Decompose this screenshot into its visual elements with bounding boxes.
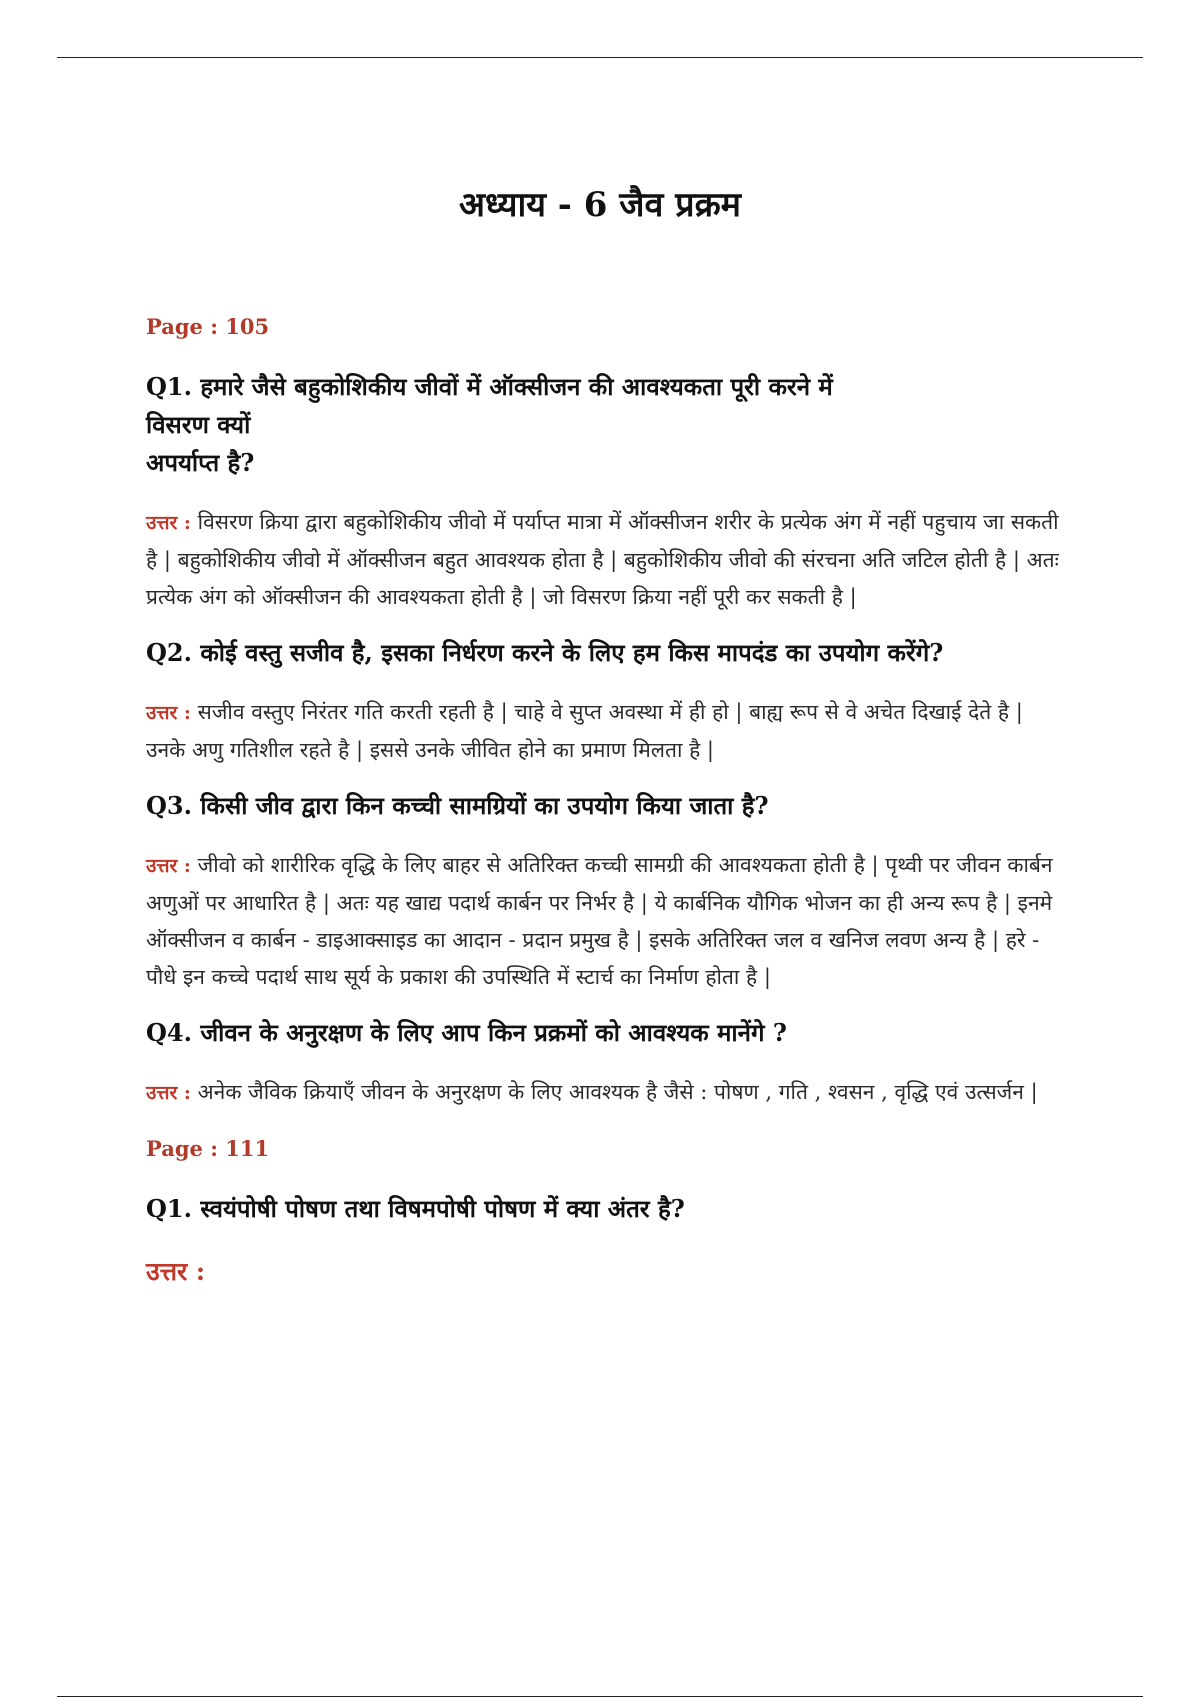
answer-text: अनेक जैविक क्रियाएँ जीवन के अनुरक्षण के लिए आवश्यक है जैसे : पोषण , गति , श्वसन , वृद्धि एवं उत्सर्जन | [197,1080,1038,1104]
question-block [146,368,1066,482]
answer-paragraph [146,694,1066,769]
answer-text: जीवो को शारीरिक वृद्धि के लिए बाहर से अतिरिक्त कच्ची सामग्री की आवश्यकता होती है | पृथ्वी पर जीवन कार्बन अणुओं पर आधारित है | अतः यह खाद्य पदार्थ कार्बन पर निर्भर है | ये कार्बनिक यौगिक भोजन का ही अन्य रूप है | इनमे ऑक्सीजन व कार्बन - डाइआक्साइड का आदान - प्रदान प्रमुख है | इसके अतिरिक्त जल व खनिज लवण अन्य है | हरे - पौधे इन कच्चे पदार्थ साथ सूर्य के प्रकाश की उपस्थिति में स्टार्च का निर्माण होता है | [146,853,1053,989]
answer-label: उत्तर : [146,1257,206,1286]
question-line: अपर्याप्त है? [146,448,255,477]
page-label: Page : 105 [146,314,270,339]
answer-paragraph [146,847,1066,996]
answer-paragraph [146,504,1066,616]
question-line: Q1. हमारे जैसे बहुकोशिकीय जीवों में ऑक्सीजन की आवश्यकता पूरी करने में [146,372,833,401]
answer-label: उत्तर : [146,702,191,724]
answer-paragraph [146,1074,1066,1112]
answer-text: सजीव वस्तुए निरंतर गति करती रहती है | चाहे वे सुप्त अवस्था में ही हो | बाह्य रूप से वे अचेत दिखाई देते है | उनके अणु गतिशील रहते है | इससे उनके जीवित होने का प्रमाण मिलता है | [146,700,1023,762]
question-block [146,787,1066,825]
question-line: Q3. किसी जीव द्वारा किन कच्ची सामग्रियों का उपयोग किया जाता है? [146,791,769,820]
question-line: Q1. स्वयंपोषी पोषण तथा विषमपोषी पोषण में क्या अंतर है? [146,1194,685,1223]
top-rule [57,57,1143,58]
question-block [146,634,1066,672]
answer-label: उत्तर : [146,512,191,534]
question-line: Q2. कोई वस्तु सजीव है, इसका निर्धरण करने के लिए हम किस मापदंड का उपयोग करेंगे? [146,638,944,667]
answer-text: विसरण क्रिया द्वारा बहुकोशिकीय जीवो में पर्याप्त मात्रा में ऑक्सीजन शरीर के प्रत्येक अंग में नहीं पहुचाय जा सकती है | बहुकोशिकीय जीवो में ऑक्सीजन बहुत आवश्यक होता है | बहुकोशिकीय जीवो की संरचना अति जटिल होती है | अतः प्रत्येक अंग को ऑक्सीजन की आवश्यकता होती है | जो विसरण क्रिया नहीं पूरी कर सकती है | [146,510,1059,609]
question-line: विसरण क्यों [146,410,251,439]
chapter-title: अध्याय - 6 जैव प्रक्रम [458,185,742,225]
question-line: Q4. जीवन के अनुरक्षण के लिए आप किन प्रक्रमों को आवश्यक मानेंगे ? [146,1018,787,1047]
bottom-rule [57,1696,1143,1697]
answer-label: उत्तर : [146,855,191,877]
question-block [146,1014,1066,1052]
question-block [146,1190,1066,1228]
content [146,312,1066,1290]
page-label: Page : 111 [146,1136,270,1161]
answer-label: उत्तर : [146,1082,191,1104]
